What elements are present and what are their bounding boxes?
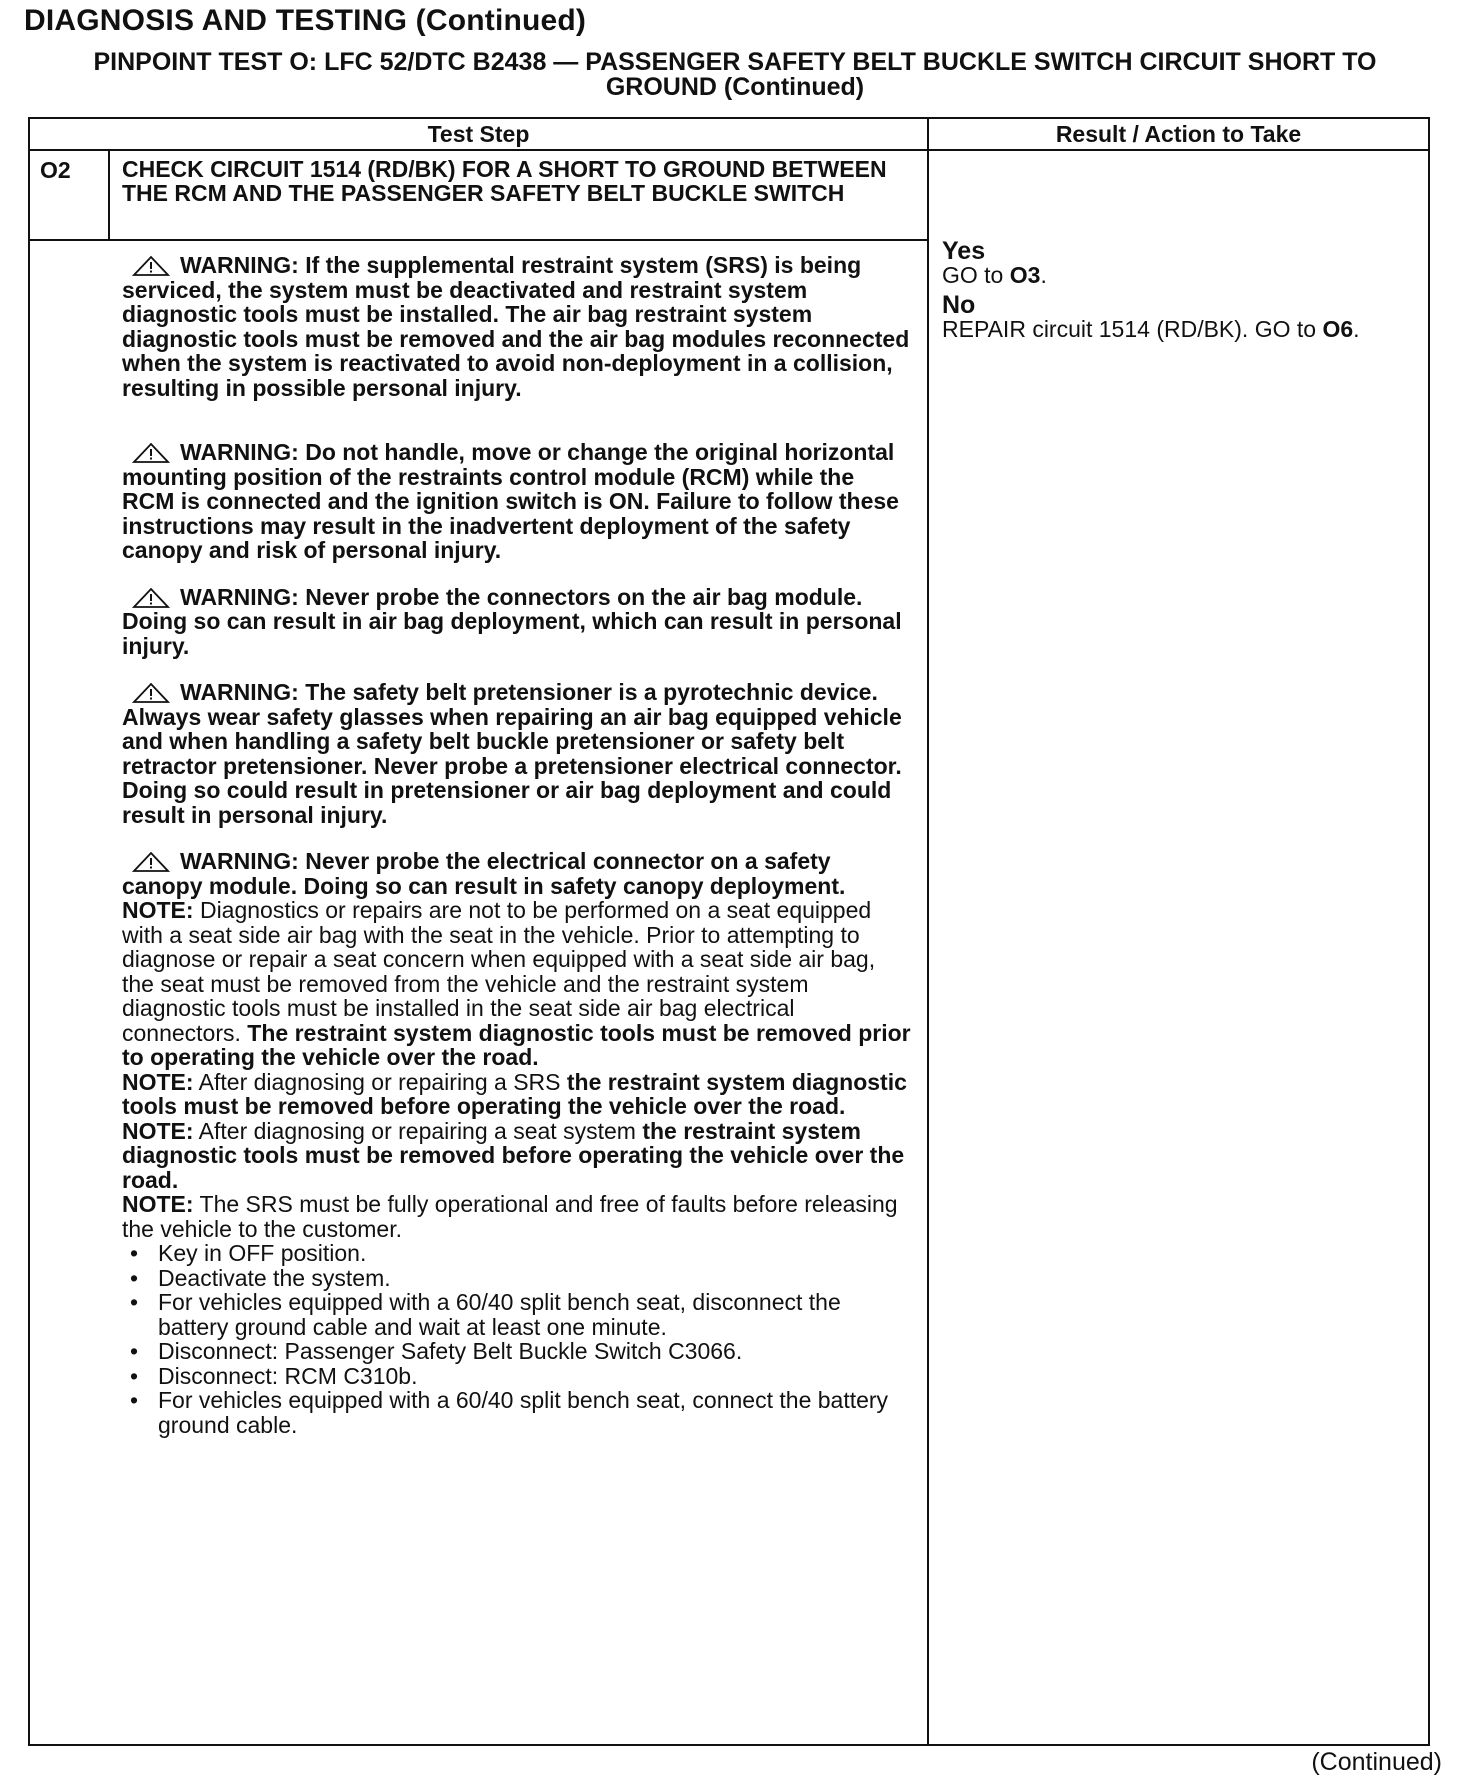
pinpoint-test-title: PINPOINT TEST O: LFC 52/DTC B2438 — PASSENGER SAFETY BELT BUCKLE SWITCH CIRCUIT SHORT TO GROUND (Continued)	[93, 48, 1377, 101]
continued-label: (Continued)	[1311, 1748, 1442, 1776]
warning-icon	[132, 442, 170, 464]
result-yes-label: Yes	[942, 237, 986, 265]
list-item: • Disconnect: Passenger Safety Belt Buckle Switch C3066.	[122, 1339, 912, 1364]
result-no-label: No	[942, 291, 976, 319]
result-action	[942, 239, 1422, 341]
step-number-divider	[108, 149, 110, 241]
goto-link-o6[interactable]: O6	[1322, 316, 1354, 342]
test-table	[28, 117, 1430, 1746]
step-content	[122, 253, 912, 1437]
header-test-step: Test Step	[427, 121, 530, 147]
warning-pretensioner: WARNING: The safety belt pretensioner is a pyrotechnic device. Always wear safety glasses when repairing an air bag equipped vehicle and when handling a safety belt buckle pretensioner or safety belt retractor pretensioner. Never probe a pretensioner electrical connector. Doing so could result in pretensioner or air bag deployment and could result in personal injury.	[122, 679, 902, 828]
list-item: • Disconnect: RCM C310b.	[122, 1364, 912, 1389]
result-yes-action: GO to O3.	[942, 262, 1047, 288]
list-item: • For vehicles equipped with a 60/40 split bench seat, disconnect the battery ground cable and wait at least one minute.	[122, 1290, 912, 1339]
warning-safety-canopy: WARNING: Never probe the electrical connector on a safety canopy module. Doing so can result in safety canopy deployment.	[122, 848, 846, 899]
note-srs: NOTE: After diagnosing or repairing a SRS the restraint system diagnostic tools must be removed before operating the vehicle over the road.	[122, 1068, 907, 1119]
warning-airbag-connectors: WARNING: Never probe the connectors on the air bag module. Doing so can result in air bag deployment, which can result in personal injury.	[122, 583, 902, 659]
page-title: DIAGNOSIS AND TESTING (Continued)	[24, 4, 587, 37]
note-seat-side-airbag: NOTE: Diagnostics or repairs are not to be performed on a seat equipped with a seat side air bag with the seat in the vehicle. Prior to attempting to diagnose or repair a seat concern when equipped with a seat side air bag, the seat must be removed from the vehicle and the restraint system diagnostic tools must be installed in the seat side air bag electrical connectors. The restraint system diagnostic tools must be removed prior to operating the vehicle over the road.	[122, 897, 911, 1070]
goto-link-o3[interactable]: O3	[1009, 262, 1041, 288]
list-item: • Deactivate the system.	[122, 1266, 912, 1291]
note-srs-operational: NOTE: The SRS must be fully operational and free of faults before releasing the vehicle to the customer.	[122, 1191, 898, 1242]
header-result: Result / Action to Take	[1055, 121, 1302, 147]
warning-icon	[132, 587, 170, 609]
step-number: O2	[40, 157, 71, 183]
list-item: • Key in OFF position.	[122, 1241, 912, 1266]
list-item: • For vehicles equipped with a 60/40 split bench seat, connect the battery ground cable.	[122, 1388, 912, 1437]
result-no-action: REPAIR circuit 1514 (RD/BK). GO to O6.	[942, 316, 1360, 342]
warning-icon	[132, 682, 170, 704]
warning-srs: WARNING: If the supplemental restraint system (SRS) is being serviced, the system must be deactivated and restraint system diagnostic tools must be installed. The air bag restraint system diagnostic tools must be removed and the air bag modules reconnected when the system is reactivated to avoid non-deployment in a collision, resulting in possible personal injury.	[122, 252, 910, 401]
warning-rcm: WARNING: Do not handle, move or change the original horizontal mounting position of the restraints control module (RCM) while the RCM is connected and the ignition switch is ON. Failure to follow these instructions may result in the inadvertent deployment of the safety canopy and risk of personal injury.	[122, 439, 899, 563]
step-title-divider	[30, 239, 927, 241]
header-divider	[30, 149, 1428, 151]
column-divider	[927, 119, 929, 1744]
step-actions-list	[122, 1241, 912, 1437]
warning-icon	[132, 255, 170, 277]
warning-icon	[132, 851, 170, 873]
note-seat-system: NOTE: After diagnosing or repairing a seat system the restraint system diagnostic tools must be removed before operating the vehicle over the road.	[122, 1117, 905, 1193]
step-title: CHECK CIRCUIT 1514 (RD/BK) FOR A SHORT TO GROUND BETWEEN THE RCM AND THE PASSENGER SAFETY BELT BUCKLE SWITCH	[122, 156, 887, 206]
